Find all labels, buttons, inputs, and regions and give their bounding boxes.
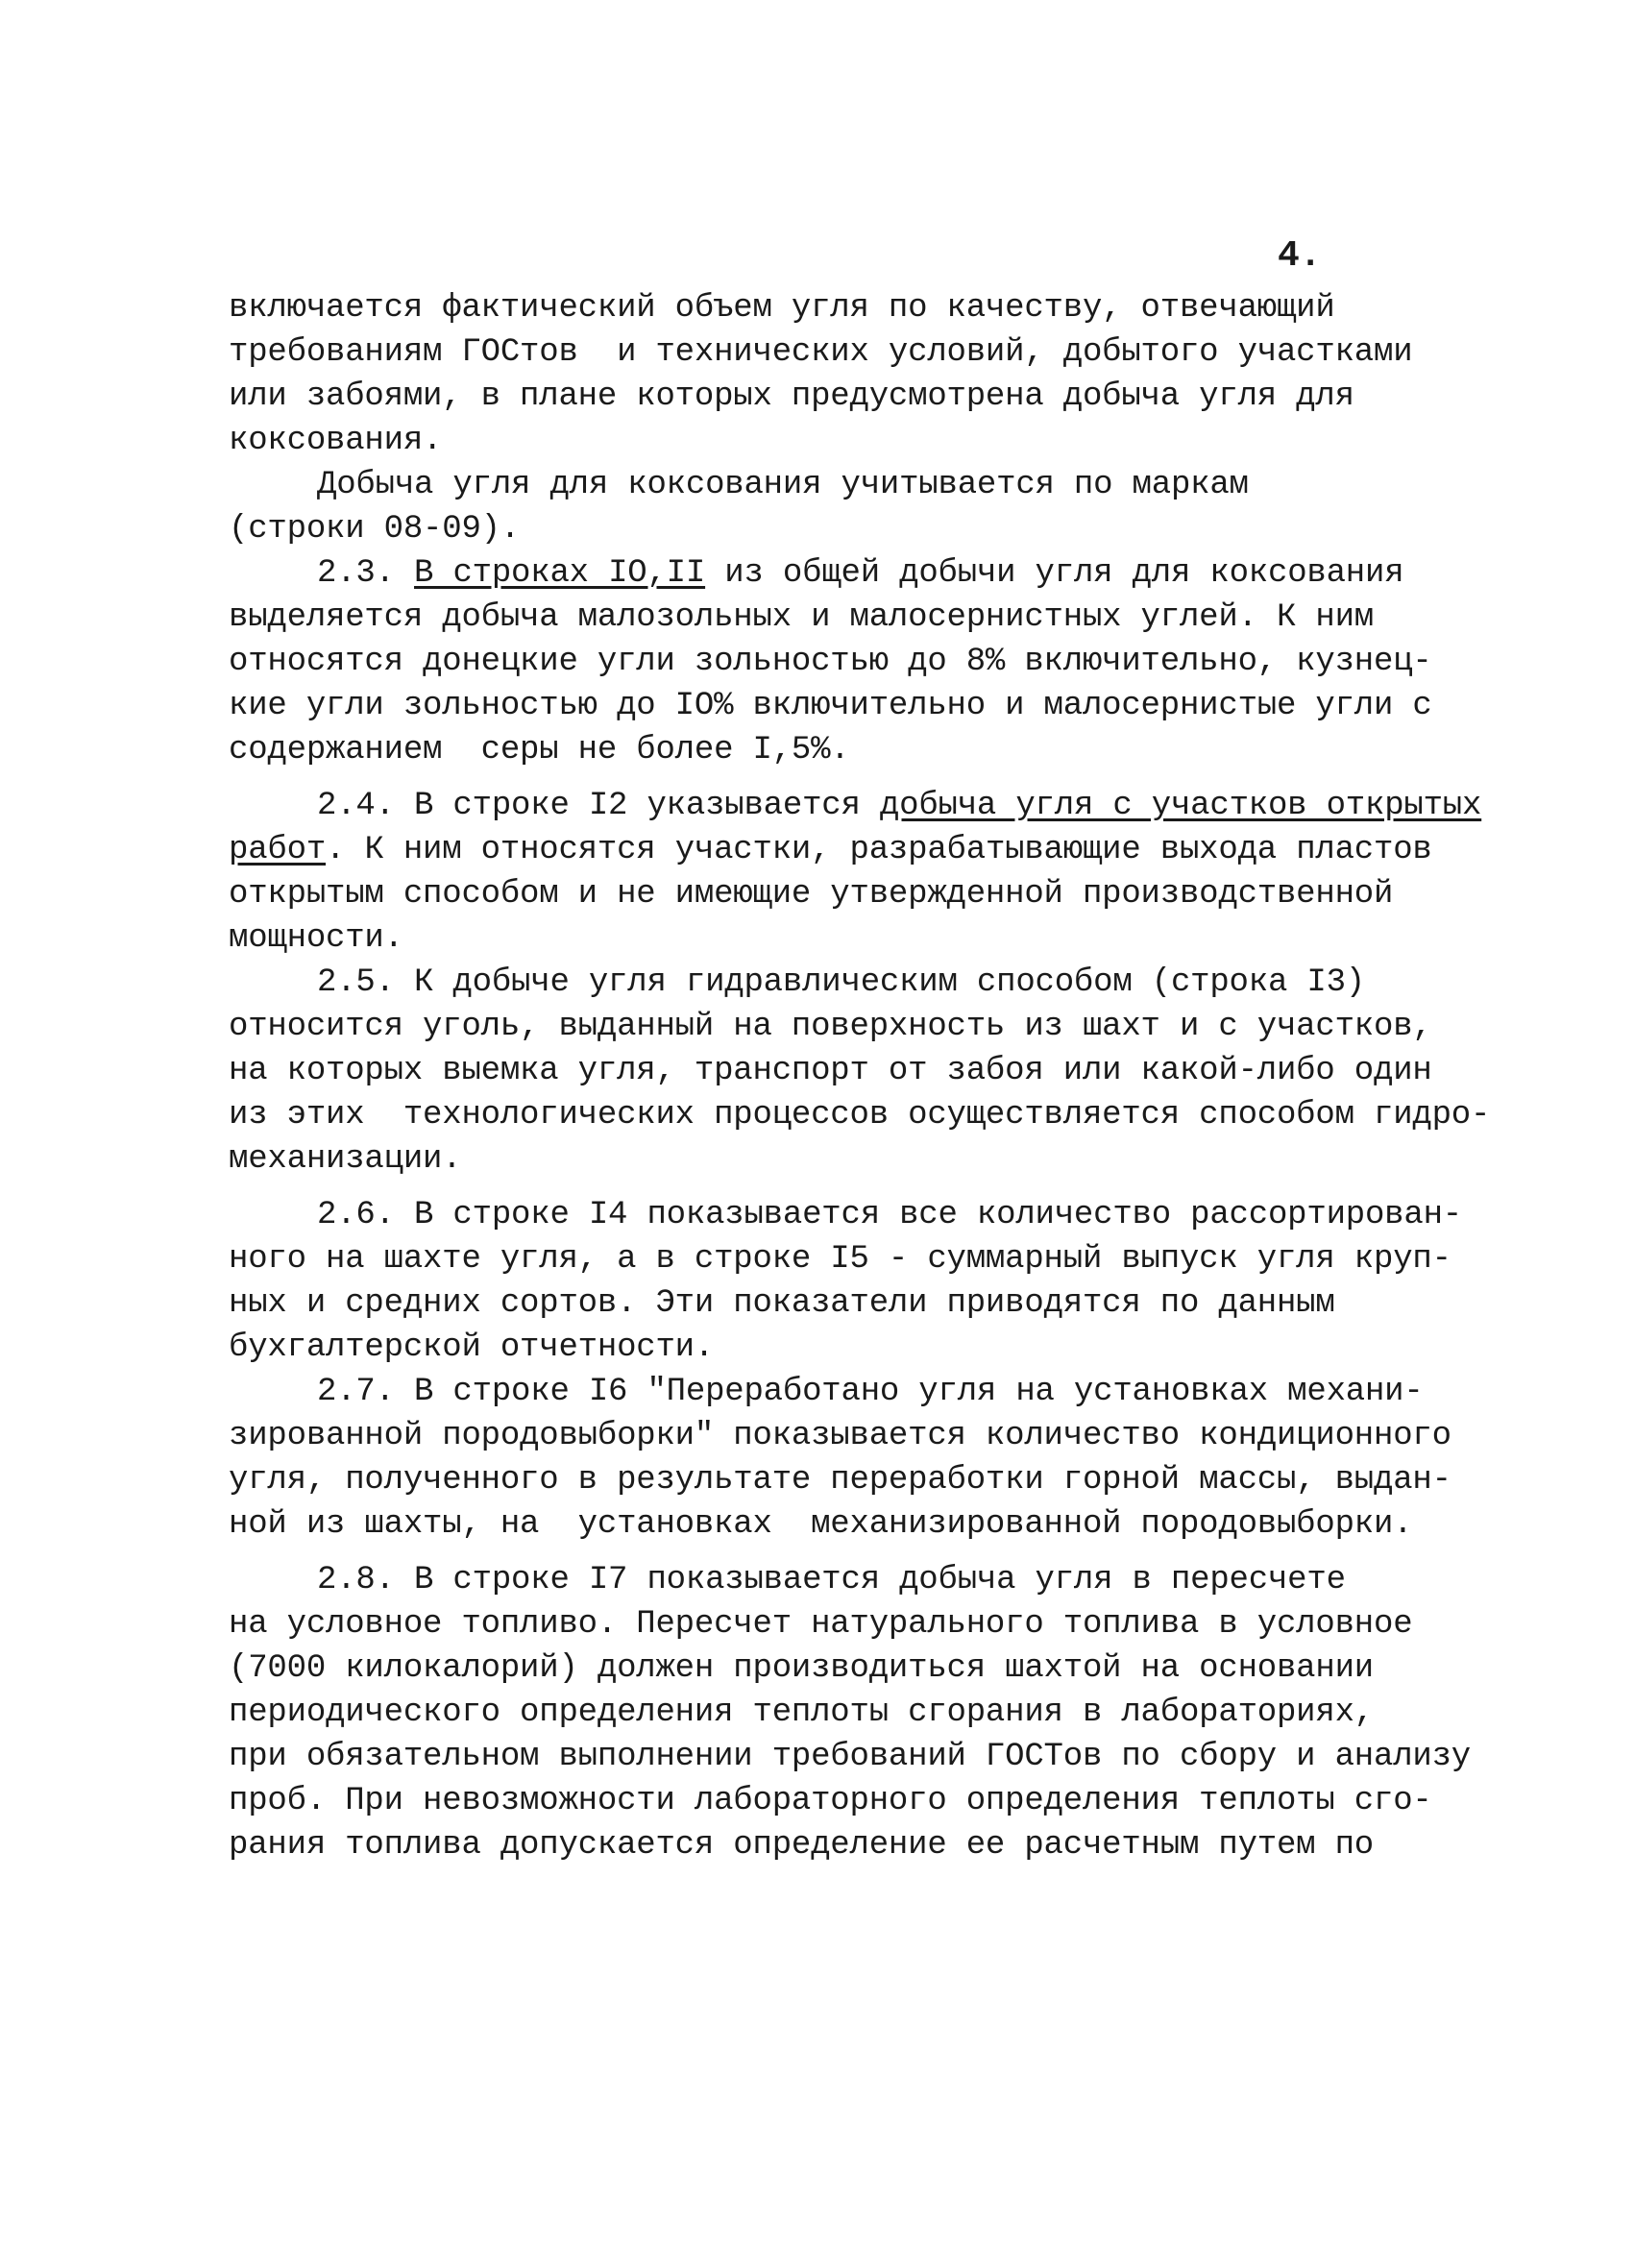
- page-number: 4.: [1278, 235, 1322, 277]
- text-line: на условное топливо. Пересчет натурального топлива в условное: [229, 1606, 1413, 1643]
- text-line: 2.6. В строке I4 показывается все количество рассортирован-: [317, 1197, 1462, 1233]
- text-line: относится уголь, выданный на поверхность из шахт и с участков,: [229, 1009, 1432, 1045]
- text-line: из этих технологических процессов осуществляется способом гидро-: [229, 1097, 1491, 1134]
- item-2-3-rest: из общей добычи угля для коксования: [705, 555, 1404, 592]
- text-line: периодического определения теплоты сгорания в лабораториях,: [229, 1695, 1374, 1731]
- text-line: [229, 551, 1516, 596]
- underlined-phrase: В строках IO,II: [414, 555, 706, 592]
- paragraph-gap: [229, 772, 1516, 784]
- body-text: [229, 286, 1516, 1867]
- text-line: рания топлива допускается определение ее расчетным путем по: [229, 1827, 1374, 1864]
- text-line: Добыча угля для коксования учитывается по маркам: [317, 467, 1249, 503]
- text-line: кие угли зольностью до IO% включительно и малосернистые угли с: [229, 688, 1432, 724]
- paragraph-gap: [229, 1182, 1516, 1193]
- text-line: содержанием серы не более I,5%.: [229, 732, 850, 768]
- text-line: ных и средних сортов. Эти показатели приводятся по данным: [229, 1285, 1335, 1322]
- text-line: требованиям ГОСтов и технических условий, добытого участками: [229, 334, 1413, 371]
- text-line: проб. При невозможности лабораторного определения теплоты сго-: [229, 1783, 1432, 1819]
- text-line: на которых выемка угля, транспорт от забоя или какой-либо один: [229, 1053, 1432, 1089]
- text-line: относятся донецкие угли зольностью до 8% включительно, кузнец-: [229, 644, 1432, 680]
- item-2-4-rest: . К ним относятся участки, разрабатывающие выхода пластов: [326, 832, 1432, 868]
- text-line: [229, 784, 1516, 828]
- text-line: (строки 08-09).: [229, 511, 521, 548]
- item-2-4-lead: 2.4. В строке I2 указывается: [317, 788, 880, 824]
- text-line: механизации.: [229, 1141, 462, 1178]
- text-line: [229, 828, 1516, 872]
- text-line: коксования.: [229, 423, 443, 459]
- item-2-3-lead: 2.3.: [317, 555, 415, 592]
- underlined-phrase: работ: [229, 832, 327, 868]
- text-line: или забоями, в плане которых предусмотрена добыча угля для: [229, 378, 1354, 415]
- underlined-phrase: добыча угля с участков открытых: [879, 788, 1482, 824]
- text-line: ного на шахте угля, а в строке I5 - суммарный выпуск угля круп-: [229, 1241, 1451, 1278]
- text-line: при обязательном выполнении требований ГОСТов по сбору и анализу: [229, 1739, 1472, 1775]
- text-line: угля, полученного в результате переработки горной массы, выдан-: [229, 1462, 1451, 1499]
- text-line: выделяется добыча малозольных и малосернистных углей. К ним: [229, 599, 1374, 636]
- text-line: 2.8. В строке I7 показывается добыча угля в пересчете: [317, 1562, 1346, 1598]
- text-line: (7000 килокалорий) должен производиться шахтой на основании: [229, 1650, 1374, 1687]
- paragraph-gap: [229, 1547, 1516, 1558]
- text-line: ной из шахты, на установках механизированной породовыборки.: [229, 1506, 1413, 1543]
- text-line: 2.7. В строке I6 "Переработано угля на установках механи-: [317, 1374, 1424, 1410]
- text-line: бухгалтерской отчетности.: [229, 1329, 715, 1366]
- text-line: мощности.: [229, 920, 403, 957]
- text-line: зированной породовыборки" показывается количество кондиционного: [229, 1418, 1451, 1454]
- text-line: включается фактический объем угля по качеству, отвечающий: [229, 290, 1335, 327]
- text-line: 2.5. К добыче угля гидравлическим способом (строка I3): [317, 964, 1365, 1001]
- text-line: открытым способом и не имеющие утвержденной производственной: [229, 876, 1394, 913]
